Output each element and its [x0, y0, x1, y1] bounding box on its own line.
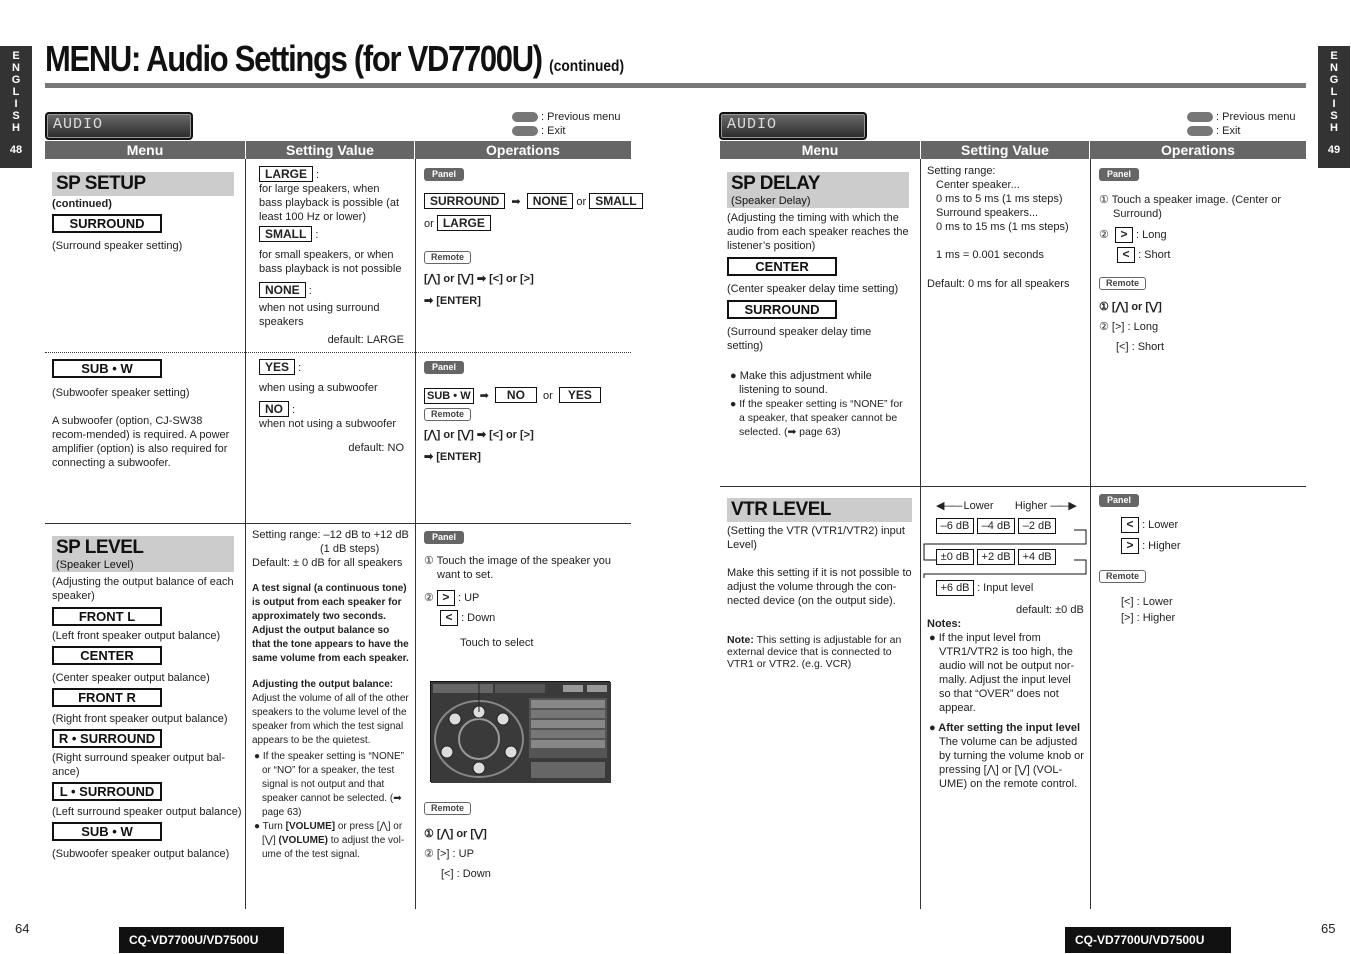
panel-tag: Panel	[424, 531, 464, 544]
panel-lower: : Lower	[1142, 519, 1179, 531]
db-option[interactable]: –4 dB	[977, 518, 1015, 534]
subwoofer-button[interactable]: SUB • W	[52, 359, 162, 378]
lang-letter: G	[11, 74, 21, 86]
adjust-note: Adjust the output balance so that the tone appears to have the same volume from each speaker.	[252, 625, 409, 664]
op-or: or	[576, 196, 587, 208]
lang-letter: H	[12, 122, 20, 134]
subwoofer-note: A subwoofer (option, CJ-SW38 recom-mended) is required. A power amplifier (option) is also required for connecting a subwoofer.	[52, 415, 230, 469]
no-desc: when not using a subwoofer	[259, 418, 396, 430]
col-header-menu: Menu	[720, 141, 920, 159]
previous-menu-icon	[1187, 112, 1213, 122]
delay-bullet-2: ● If the speaker setting is “NONE” for a speaker, that speaker cannot be selected. (➡ page 63)	[730, 398, 903, 438]
level-steps: (1 dB steps)	[320, 543, 380, 555]
down-arrow-icon[interactable]: <	[440, 610, 458, 626]
yes-desc: when using a subwoofer	[259, 382, 378, 394]
sp-level-title	[52, 536, 234, 572]
remote-step2: ② [>] : Long	[1099, 321, 1159, 333]
row-divider-dotted	[45, 352, 631, 353]
level-bullet-1-text: If the speaker setting is “NONE” or “NO” for a speaker, the test signal is not output and that speaker cannot be selected. (➡ page 63)	[262, 751, 404, 818]
delay-short: : Short	[1138, 249, 1171, 261]
row-divider	[720, 486, 1306, 487]
model-number: CQ-VD7700U/VD7500U	[1065, 927, 1231, 953]
remote-step1: ① [⋀] or [⋁]	[1099, 301, 1162, 313]
panel-tag: Panel	[1099, 494, 1139, 507]
op-surround: SURROUND	[424, 193, 505, 209]
vtr-note-2-heading-text: After setting the input level	[938, 722, 1081, 734]
remote-keys: [⋀] or [⋁] ➡ [<] or [>]	[424, 429, 534, 441]
ms-definition: 1 ms = 0.001 seconds	[936, 249, 1044, 261]
l-surround-button[interactable]: L • SURROUND	[52, 782, 162, 801]
row-divider	[45, 523, 631, 524]
touch-to-select: Touch to select	[460, 637, 534, 649]
l-surround-desc: (Left surround speaker output balance)	[52, 806, 242, 818]
legend-exit: : Exit	[541, 125, 566, 137]
column-divider	[415, 159, 416, 909]
delay-bullet-1-text: Make this adjustment while listening to sound.	[739, 370, 872, 396]
vtr-note-2-text: The volume can be adjusted by turning the volume knob or pressing [⋀] or [⋁] (VOL-UME) on the remote control.	[939, 736, 1084, 790]
b2-pre: Turn	[262, 821, 283, 832]
r-surround-desc: (Right surround speaker output bal-ance)	[52, 752, 226, 778]
sp-delay-title	[727, 172, 909, 208]
section-page-number: 49	[1327, 144, 1341, 156]
continued-label: (continued)	[52, 198, 112, 210]
sp-delay-title-text: SP DELAY	[731, 173, 820, 194]
panel-higher: : Higher	[1142, 540, 1181, 552]
col-header-setting: Setting Value	[246, 141, 414, 159]
level-default: Default: ± 0 dB for all speakers	[252, 557, 403, 569]
none-option[interactable]: NONE	[259, 282, 306, 298]
legend-previous: : Previous menu	[1216, 111, 1296, 123]
remote-step3: [<] : Short	[1116, 341, 1164, 353]
b2-vol: [VOLUME]	[285, 821, 336, 832]
menu-legend	[512, 110, 620, 138]
large-desc: for large speakers, when bass playback is possible (at least 100 Hz or lower)	[259, 183, 400, 223]
remote-step1: ① [⋀] or [⋁]	[424, 828, 487, 840]
center-desc: (Center speaker output balance)	[52, 672, 210, 684]
front-r-button[interactable]: FRONT R	[52, 688, 162, 707]
op-or: or	[542, 390, 553, 402]
vtr-default: default: ±0 dB	[1016, 604, 1084, 616]
lang-letter: H	[1330, 122, 1338, 134]
lang-letter: I	[1332, 98, 1336, 110]
step-up: : UP	[457, 592, 480, 604]
delay-bullet-2-text: If the speaker setting is “NONE” for a speaker, that speaker cannot be selected. (➡ page 63)	[739, 398, 903, 438]
note-label: Note:	[727, 634, 754, 646]
surround-range-2: 0 ms to 15 ms (1 ms steps)	[936, 221, 1069, 233]
b2-vol2: (VOLUME)	[278, 835, 328, 846]
small-desc: for small speakers, or when bass playback is not possible	[259, 249, 402, 275]
page-title-main: MENU: Audio Settings (for VD7700U)	[45, 38, 542, 79]
panel-tag: Panel	[1099, 168, 1139, 181]
remote-tag: Remote	[424, 802, 471, 815]
sp-level-title-text: SP LEVEL	[56, 537, 144, 558]
delay-step1: ① Touch a speaker image. (Center or Surround)	[1099, 194, 1282, 220]
title-rule	[45, 83, 1306, 88]
lang-letter: L	[1330, 86, 1338, 98]
subwoofer-desc: (Subwoofer speaker setting)	[52, 387, 190, 399]
delay-range: Setting range:	[927, 165, 996, 177]
exit-icon	[512, 126, 538, 136]
front-l-desc: (Left front speaker output balance)	[52, 630, 221, 642]
db-option[interactable]: +4 dB	[1018, 549, 1056, 565]
col-header-operations: Operations	[1090, 141, 1306, 159]
col-header-setting: Setting Value	[921, 141, 1089, 159]
legend-exit: : Exit	[1216, 125, 1241, 137]
db-option[interactable]: ±0 dB	[936, 549, 974, 565]
column-divider	[245, 159, 246, 909]
op-subw: SUB • W	[424, 388, 474, 404]
previous-menu-icon	[512, 112, 538, 122]
op-large: LARGE	[437, 215, 491, 231]
test-signal-note: A test signal (a continuous tone) is output from each speaker for approximately two seconds.	[252, 583, 407, 622]
sp-level-desc: (Adjusting the output balance of each speaker)	[52, 576, 234, 602]
subw-button[interactable]: SUB • W	[52, 822, 162, 841]
page-title-continued: (continued)	[549, 58, 625, 75]
op-no: NO	[495, 387, 537, 403]
op-small: SMALL	[589, 193, 642, 209]
center-range-1: Center speaker...	[936, 179, 1020, 191]
col-header-operations: Operations	[415, 141, 631, 159]
yes-option[interactable]: YES	[259, 359, 295, 375]
front-l-button[interactable]: FRONT L	[52, 607, 162, 626]
legend-previous: : Previous menu	[541, 111, 621, 123]
scale-higher: Higher	[1014, 500, 1048, 512]
audio-menu-badge: AUDIO	[719, 112, 867, 140]
vtr-note-1: ● If the input level from VTR1/VTR2 is too high, the audio will not be output nor-mally. Adjust the input level so that “OVER” does not appear.	[929, 632, 1075, 714]
delay-long: : Long	[1136, 229, 1167, 241]
level-bullet-1: ● If the speaker setting is “NONE” or “NO” for a speaker, the test signal is not output and that speaker cannot be selected. (➡ page 63)	[254, 751, 404, 818]
remote-lower: [<] : Lower	[1121, 596, 1173, 608]
surround-range-1: Surround speakers...	[936, 207, 1039, 219]
surround-button[interactable]: SURROUND	[52, 214, 162, 233]
model-number: CQ-VD7700U/VD7500U	[119, 927, 284, 953]
b2-post: to adjust the vol-ume of the test signal.	[262, 835, 405, 860]
lang-letter: G	[1329, 74, 1339, 86]
adjusting-heading: Adjusting the output balance:	[252, 679, 394, 690]
lang-letter: N	[1330, 62, 1338, 74]
surround-desc: (Surround speaker setting)	[52, 240, 183, 252]
default-value: default: NO	[348, 442, 404, 454]
language-tab-left	[0, 46, 32, 168]
remote-step2: ② [>] : UP	[424, 848, 474, 860]
center-desc: (Center speaker delay time setting)	[727, 283, 899, 295]
up-arrow-icon[interactable]: >	[437, 590, 455, 606]
surround-desc: (Surround speaker delay time setting)	[727, 326, 872, 352]
default-value: default: LARGE	[327, 334, 404, 346]
db-option[interactable]: +2 dB	[977, 549, 1015, 565]
lang-letter: S	[1330, 110, 1338, 122]
remote-tag: Remote	[424, 251, 471, 264]
large-option[interactable]: LARGE	[259, 166, 313, 182]
vtr-external-note	[727, 634, 912, 670]
subw-desc: (Subwoofer speaker output balance)	[52, 848, 230, 860]
step-down: : Down	[461, 612, 496, 624]
level-bullet-2: ● Turn [VOLUME] or press [⋀] or [⋁] (VOLUME) to adjust the vol-ume of the test signal.	[254, 821, 405, 860]
scale-lower: Lower	[963, 500, 994, 512]
lower-higher-scale: ◀—— Lower Higher ——▶	[936, 500, 1075, 512]
higher-arrow-icon[interactable]: >	[1121, 538, 1139, 554]
db-scale-connectors	[920, 518, 1090, 578]
db-option[interactable]: –2 dB	[1018, 518, 1056, 534]
remote-tag: Remote	[424, 408, 471, 421]
enter-key: ➡ [ENTER]	[424, 451, 481, 463]
input-level-label: : Input level	[977, 582, 1034, 594]
vtr-level-title: VTR LEVEL	[727, 498, 912, 522]
level-range: Setting range: –12 dB to +12 dB	[252, 529, 409, 541]
level-step1: ① Touch the image of the speaker you want to set.	[424, 555, 611, 581]
language-tab-right	[1318, 46, 1350, 168]
op-or: or	[424, 218, 434, 230]
page-title	[45, 38, 624, 80]
page-number: 65	[1321, 921, 1336, 936]
section-page-number: 48	[9, 144, 23, 156]
speaker-level-screen-image	[430, 681, 610, 782]
delay-bullet-1: ● Make this adjustment while listening to sound.	[730, 370, 872, 396]
remote-step3: [<] : Down	[441, 868, 491, 880]
vtr-note-1-text: If the input level from VTR1/VTR2 is too high, the audio will not be output nor-mally. Adjust the input level so that “OVER” does not appear.	[938, 632, 1075, 714]
sp-delay-sub: (Speaker Delay)	[731, 195, 811, 207]
lang-letter: N	[12, 62, 20, 74]
menu-legend	[1187, 110, 1295, 138]
center-button[interactable]: CENTER	[52, 646, 162, 665]
remote-tag: Remote	[1099, 277, 1146, 290]
remote-higher: [>] : Higher	[1121, 612, 1176, 624]
long-arrow-icon[interactable]: >	[1115, 227, 1133, 243]
lang-letter: E	[1330, 50, 1338, 62]
front-r-desc: (Right front speaker output balance)	[52, 713, 228, 725]
sp-setup-title: SP SETUP	[52, 172, 234, 196]
exit-icon	[1187, 126, 1213, 136]
notes-heading: Notes:	[927, 618, 962, 630]
speaker-level-screen-drawing	[431, 682, 611, 783]
remote-keys: [⋀] or [⋁] ➡ [<] or [>]	[424, 273, 534, 285]
lower-arrow-icon[interactable]: <	[1121, 517, 1139, 533]
no-option[interactable]: NO	[259, 401, 289, 417]
none-desc: when not using surround speakers	[259, 302, 380, 328]
vtr-note: Make this setting if it is not possible to adjust the volume through the con-nected device (on the output side).	[727, 567, 912, 607]
b2-mid: or press [⋀] or [⋁]	[262, 821, 403, 846]
panel-tag: Panel	[424, 361, 464, 374]
panel-tag: Panel	[424, 168, 464, 181]
center-range-2: 0 ms to 5 ms (1 ms steps)	[936, 193, 1063, 205]
remote-tag: Remote	[1099, 570, 1146, 583]
lang-letter: I	[14, 98, 18, 110]
op-none: NONE	[527, 193, 574, 209]
center-button[interactable]: CENTER	[727, 257, 837, 276]
lang-letter: E	[12, 50, 20, 62]
sp-delay-desc: (Adjusting the timing with which the audio from each speaker reaches the listener’s position)	[727, 212, 909, 252]
op-yes: YES	[559, 387, 601, 403]
surround-button[interactable]: SURROUND	[727, 300, 837, 319]
enter-key: ➡ [ENTER]	[424, 295, 481, 307]
db-option[interactable]: –6 dB	[936, 518, 974, 534]
r-surround-button[interactable]: R • SURROUND	[52, 729, 162, 748]
sp-level-sub: (Speaker Level)	[56, 559, 134, 571]
col-header-menu: Menu	[45, 141, 245, 159]
vtr-note-2-heading: ● After setting the input level	[929, 722, 1081, 734]
note-text: This setting is adjustable for an external device that is connected to VTR1 or VTR2. (e.g. VCR)	[727, 634, 902, 670]
short-arrow-icon[interactable]: <	[1117, 247, 1135, 263]
db-option[interactable]: +6 dB	[936, 580, 974, 596]
vtr-desc: (Setting the VTR (VTR1/VTR2) input Level)	[727, 525, 905, 551]
audio-menu-badge: AUDIO	[45, 112, 193, 140]
lang-letter: S	[12, 110, 20, 122]
lang-letter: L	[12, 86, 20, 98]
delay-default: Default: 0 ms for all speakers	[927, 278, 1070, 290]
column-divider	[1090, 159, 1091, 909]
adjusting-text: Adjust the volume of all of the other speakers to the volume level of the speaker from which the test signal appears to be the quietest.	[252, 693, 409, 746]
page-number: 64	[15, 921, 30, 936]
small-option[interactable]: SMALL	[259, 226, 312, 242]
